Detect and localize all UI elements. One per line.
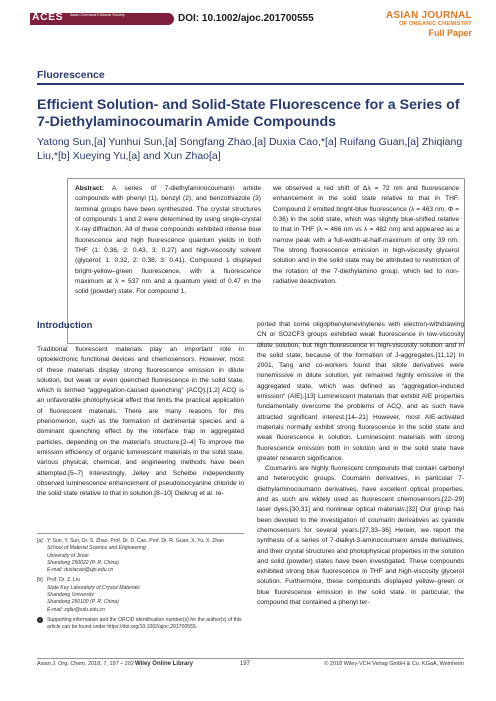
affiliation-dept: State Key Laboratory of Crystal Materials — [47, 584, 140, 591]
affiliation-city: Shandong 250100 (P. R. China) — [47, 599, 119, 606]
footer-citation: Asian J. Org. Chem. 2018, 7, 197 – 202 — [37, 661, 134, 667]
supporting-info-text[interactable]: Supporting information and the ORCID identification number(s) for the author(s) of this article can be found under https://doi.org/10.1002/ajoc.201700555. — [47, 616, 242, 631]
affiliation-dept: School of Material Science and Engineering — [47, 545, 146, 552]
body-paragraph: ported that some oligophenylenevinylenes with electron-withdrawing CN or SO2CF3 groups exhibited weak fluorescence in low-viscosity dilute solution, but high fluorescence in high-viscosity solution and in the solid state, because of the formation of J-aggregates.[11,12] In 2001, Tang and co-workers found that silole derivatives were nonemissive in dilute solution, yet remained highly emissive in the aggregated state, which was defined as “aggregation-induced emission” (AIE).[13] Luminescent materials that exhibit AIE properties fundamentally overcome the problems of ACQ, and as such have attracted significant interest.[14–21] However, most AIE-activated materials normally exhibit strong fluorescence in the solid state and weak fluorescence in solution. Luminescent materials with strong fluorescence emission both in solution and in the solid state have greater research significance. — [257, 321, 464, 462]
affiliation-key: [b] — [37, 577, 43, 584]
body-paragraph: Traditional fluorescent materials play an important role in optoelectronic functional devices and chemosensors. However, most of these materials display strong fluorescence emission in dilute solution, but weak or even quenched fluorescence in the solid state, which is termed “aggregation-caused quenching” (ACQ).[1,2] ACQ is an unfavorable photophysical effect that limits the practical application of fluorescent materials. There are many reasons for this phenomenon, such as the formation of detrimental species and a dominant quenching effect by the interface trap in aggregated particles, depending on the material’s structure.[2–4] To improve the emission efficiency of organic luminescent materials in the solid state, various physical, chemical, and engineering methods have been attempted.[5–7] Interestingly, Jelley and Scheibe independently observed luminescence enhancement of pseudoisocyanine chloride in the solid state relative to that in solution.[8–10] Oelkrug et al. re- — [37, 346, 244, 498]
page-number: 197 — [240, 661, 251, 667]
body-right-column — [257, 320, 464, 608]
supporting-info-note — [37, 617, 244, 632]
affiliation-a — [37, 538, 244, 574]
introduction-heading: Introduction — [37, 320, 93, 331]
author-list: Yatong Sun,[a] Yunhui Sun,[a] Songfang Zhao,[a] Duxia Cao,*[a] Ruifang Guan,[a] Zhiqiang Liu,*[b] Xueying Yu,[a] and Xun Zhao[a] — [37, 136, 463, 162]
affiliation-divider — [37, 533, 244, 534]
footer-copyright: © 2018 Wiley-VCH Verlag GmbH & Co. KGaA, Weinheim — [324, 661, 464, 667]
doi-link[interactable]: DOI: 10.1002/ajoc.201700555 — [178, 13, 314, 24]
journal-header — [0, 0, 496, 52]
body-paragraph: Coumarins are highly fluorescent compounds that contain carbonyl and heterocyclic groups. Coumarin derivatives, in particular 7-diethylaminocoumarin derivatives, have excellent optical properties, and as such are widely used as fluorescent chemosensors,[22–29] laser dyes,[30,31] and nonlinear optical materials.[32] Our group has been devoted to the investigation of coumarin derivatives as cyanide chemosensors for several years.[27,33–36] Herein, we report the synthesis of a series of 7-dialkyl-3-aminocoumarin amide derivatives, and their crystal structures and photophysical properties in the solution and solid (powder) states have been investigated. These compounds exhibited strong blue fluorescence in THF and high-viscosity glycerol solution. Furthermore, these compounds displayed yellow–green or blue fluorescence emission in the solid state. In particular, the compound that contained a phenyl ter- — [257, 465, 464, 607]
article-type: Full Paper — [428, 28, 472, 38]
affiliation-body — [47, 538, 244, 574]
footer-library[interactable]: Wiley Online Library — [135, 661, 193, 667]
body-left-column — [37, 320, 244, 499]
affiliation-b — [37, 577, 244, 613]
footer-divider — [37, 658, 464, 659]
affiliation-city: Shandong 250022 (P. R. China) — [47, 559, 119, 566]
affiliation-univ: Shandong University — [47, 592, 95, 599]
orcid-icon: i — [37, 617, 47, 632]
affiliation-names: Prof. Dr. Z. Liu — [47, 577, 80, 584]
affiliation-email[interactable]: E-mail: duxiacao@ujn.edu.cn — [47, 567, 114, 574]
journal-logo-title: ASIAN JOURNAL — [385, 10, 472, 21]
affiliation-univ: University of Jinan — [47, 552, 89, 559]
section-label: Fluorescence — [37, 69, 105, 81]
header-divider — [37, 83, 464, 85]
aces-logo-subtitle: Asian Chemical Editorial Society — [70, 13, 125, 17]
affiliation-body — [47, 577, 244, 613]
affiliation-email[interactable]: E-mail: zqliu@sdu.edu.cn — [47, 606, 105, 613]
abstract-right-column: we observed a red shift of Δλ = 72 nm and fluorescence enhancement in the solid state relative to that in THF. Compound 2 emitted bright-blue fluorescence (λ = 463 nm, Φ = 0.36) in the solid state, which was slightly blue-shifted relative to that in THF (λ = 466 nm vs λ = 482 nm) and appeared as a narrow peak with a full-width-at-half-maximum of only 39 nm. The strong fluorescence emission in high-viscosity glycerol solution and in the solid state may be attributed to restriction of the rotation of the 7-diethylamino group, which led to non-radiative deactivation. — [273, 185, 459, 286]
aces-logo: ACES — [32, 11, 64, 23]
affiliations — [37, 538, 244, 632]
abstract-left-text: A series of 7-diethylaminocoumarin amide compounds with phenyl (1), benzyl (2), and benzothiazole (3) terminal groups have been synthesized. The crystal structures of compounds 1 and 2 were determined by using single-crystal X-ray diffraction. All of these compounds exhibited intense blue fluorescence and high fluorescence quantum yields in both THF (1: 0.36, 2: 0.43, 3: 0.27) and high-viscosity solvent (glycerol; 1: 0.32, 2: 0.38, 3: 0.41). Compound 1 displayed bright-yellow–green fluorescence, with a fluorescence maximum at λ = 537 nm and a quantum yield of 0.47 in the solid (powder) state. For compound 1, — [75, 185, 261, 296]
abstract-label: Abstract: — [75, 185, 104, 192]
abstract-left-column — [75, 184, 261, 298]
article-title: Efficient Solution- and Solid-State Fluorescence for a Series of 7-Diethylaminocoumarin Amide Compounds — [37, 97, 460, 130]
affiliation-names: Y. Sun, Y. Sun, Dr. S. Zhao, Prof. Dr. D. Cao, Prof. Dr. R. Guan, X. Yu, X. Zhao — [47, 538, 224, 544]
journal-logo-subtitle: OF ORGANIC CHEMISTRY — [399, 21, 472, 27]
affiliation-key: [a] — [37, 538, 43, 544]
